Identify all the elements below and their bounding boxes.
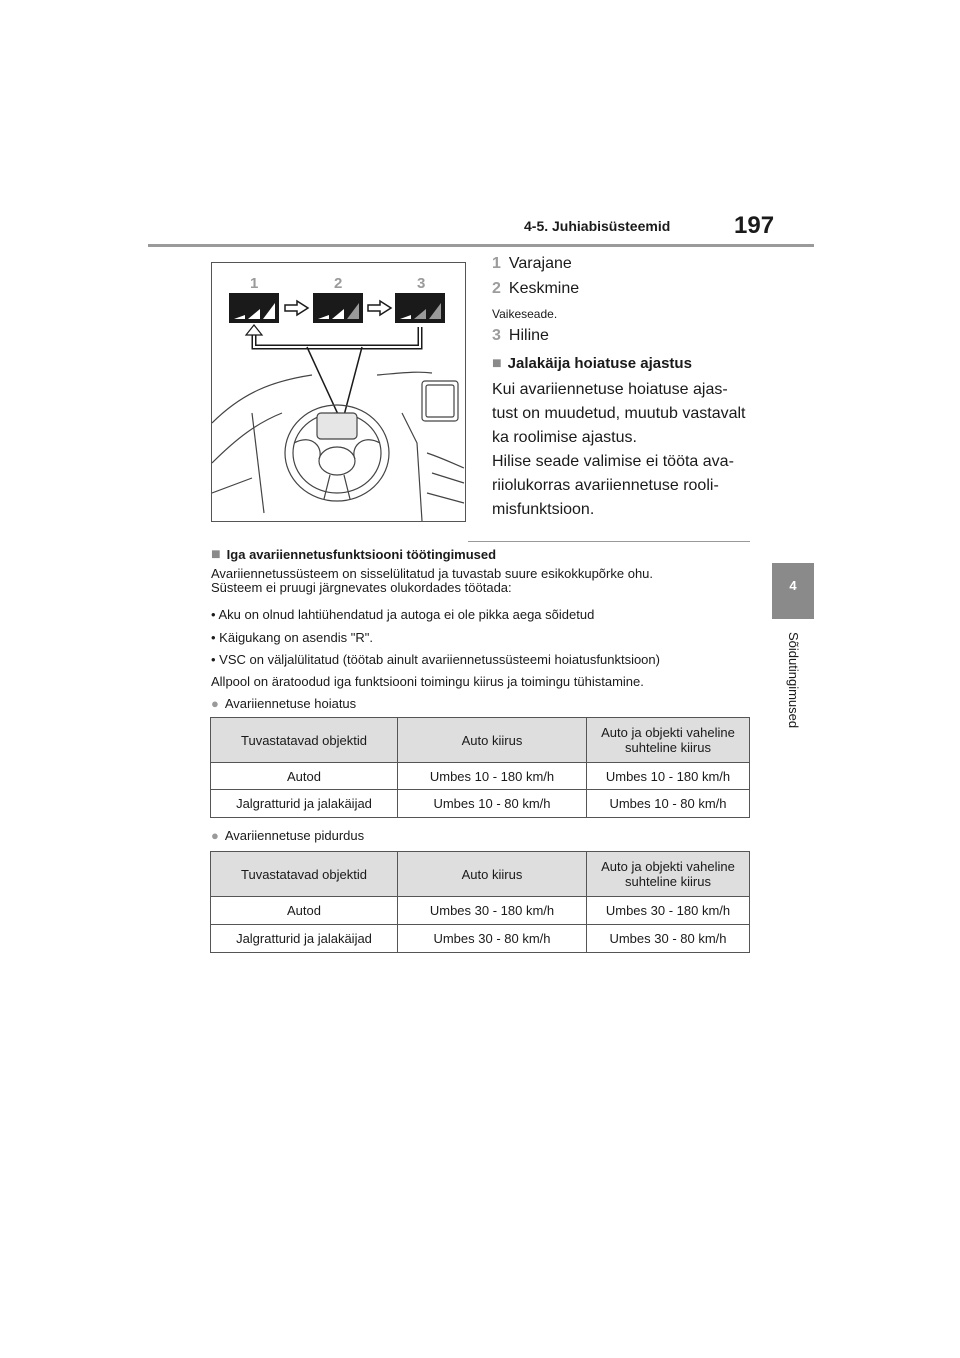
table-row: Jalgratturid ja jalakäijad Umbes 10 - 80 km/h Umbes 10 - 80 km/h bbox=[211, 790, 750, 818]
section-divider bbox=[468, 541, 750, 542]
header-cell: Tuvastatavad objektid bbox=[211, 718, 398, 763]
conditions-intro: Avariiennetussüsteem on sisselülitatud ja tuvastab suure esikokkupõrke ohu. Süsteem ei pruugi järgnevates olukordades töötada: bbox=[211, 566, 654, 595]
timing-option-early: 1 Varajane bbox=[492, 255, 572, 272]
condition-bullet-3: • VSC on väljalülitatud (töötab ainult avariiennetussüsteemi hoiatusfunktsioon) bbox=[211, 652, 660, 667]
header-cell: Tuvastatavad objektid bbox=[211, 852, 398, 897]
header-cell: Auto ja objekti vaheline suhteline kiirus bbox=[587, 718, 750, 763]
table-row: Autod Umbes 10 - 180 km/h Umbes 10 - 180 km/h bbox=[211, 763, 750, 790]
header-rule bbox=[148, 244, 814, 247]
conditions-heading: ■ Iga avariiennetusfunktsiooni töötingimused bbox=[211, 546, 497, 563]
table-row: Jalgratturid ja jalakäijad Umbes 30 - 80 km/h Umbes 30 - 80 km/h bbox=[211, 925, 750, 953]
header-cell: Auto ja objekti vaheline suhteline kiirus bbox=[587, 852, 750, 897]
condition-bullet-1: • Aku on olnud lahtiühendatud ja autoga ei ole pikka aega sõidetud bbox=[211, 607, 595, 622]
indicator-2 bbox=[313, 293, 363, 323]
warning-table-title: ● Avariiennetuse hoiatus bbox=[211, 696, 357, 711]
pedestrian-para-2: Hilise seade valimise ei tööta ava- riiolukorras avariiennetuse rooli- misfunktsioon. bbox=[492, 453, 734, 518]
square-bullet-icon: ■ bbox=[492, 355, 502, 372]
table-row: Autod Umbes 30 - 180 km/h Umbes 30 - 180 km/h bbox=[211, 897, 750, 925]
circle-bullet-icon: ● bbox=[211, 828, 219, 843]
warning-table bbox=[210, 717, 750, 818]
timing-option-medium: 2 Keskmine bbox=[492, 280, 580, 297]
dashboard-sketch bbox=[212, 372, 464, 521]
braking-table bbox=[210, 851, 750, 953]
indicator-3 bbox=[395, 293, 445, 323]
dashboard-illustration bbox=[211, 262, 466, 522]
square-bullet-icon: ■ bbox=[211, 546, 221, 563]
circle-bullet-icon: ● bbox=[211, 696, 219, 711]
table-header-row bbox=[211, 718, 750, 763]
page-number: 197 bbox=[734, 212, 775, 239]
braking-table-title: ● Avariiennetuse pidurdus bbox=[211, 828, 365, 843]
conditions-below-text: Allpool on äratoodud iga funktsiooni toimingu kiirus ja toimingu tühistamine. bbox=[211, 674, 644, 689]
default-note: Vaikeseade. bbox=[492, 307, 558, 321]
chapter-tab-number: 4 bbox=[789, 578, 797, 593]
condition-bullet-2: • Käigukang on asendis "R". bbox=[211, 630, 373, 645]
indicator-1 bbox=[229, 293, 279, 323]
header-cell: Auto kiirus bbox=[398, 852, 587, 897]
chapter-tab-label: Sõidutingimused bbox=[786, 632, 801, 729]
table-header-row bbox=[211, 852, 750, 897]
illus-label-3: 3 bbox=[417, 275, 426, 292]
section-title: 4-5. Juhiabisüsteemid bbox=[524, 218, 671, 234]
illus-label-2: 2 bbox=[334, 275, 343, 292]
timing-setting-diagram bbox=[212, 263, 465, 521]
pedestrian-para-1: Kui avariiennetuse hoiatuse ajas- tust on muudetud, muutub vastavalt ka roolimise ajastus. bbox=[492, 381, 746, 446]
pedestrian-heading: ■ Jalakäija hoiatuse ajastus bbox=[492, 355, 692, 372]
illus-label-1: 1 bbox=[250, 275, 259, 292]
timing-option-late: 3 Hiline bbox=[492, 327, 549, 344]
header-cell: Auto kiirus bbox=[398, 718, 587, 763]
